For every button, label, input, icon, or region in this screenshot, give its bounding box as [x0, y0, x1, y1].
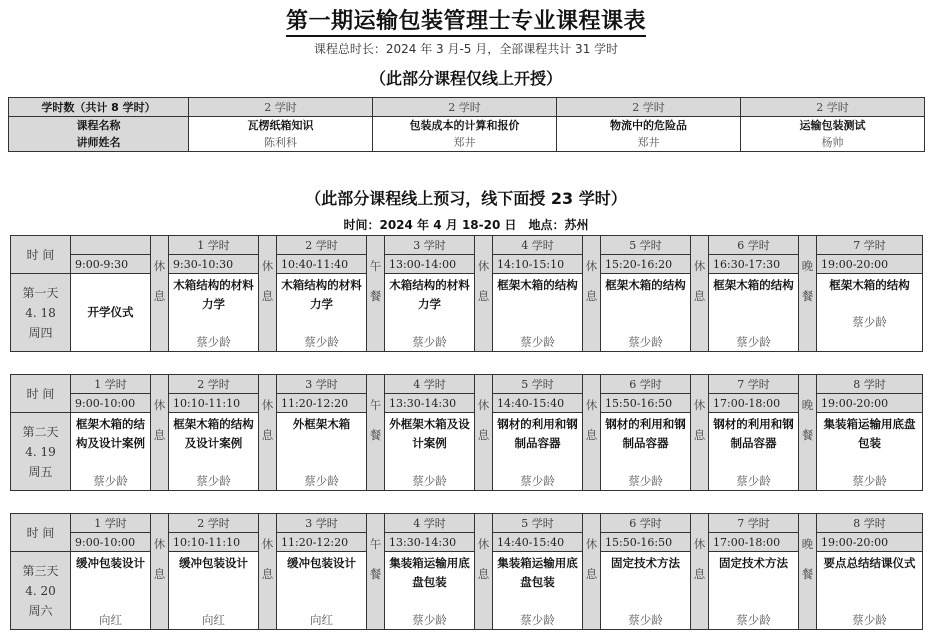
online-course-table [8, 97, 925, 152]
teacher-name: 蔡少龄 [520, 613, 555, 627]
course-name: 钢材的利用和钢制品容器 [497, 417, 578, 450]
hours-row [9, 98, 925, 117]
course-cell [71, 413, 151, 491]
break-label-top: 休 [151, 236, 169, 274]
slot-time: 16:30-17:30 [709, 255, 799, 274]
teacher-name: 蔡少龄 [412, 474, 447, 488]
slot-hours: 7 学时 [817, 236, 923, 255]
course-name: 集装箱运输用底盘包装 [823, 417, 916, 450]
course-cell [169, 552, 259, 630]
course-name: 木箱结构的材料力学 [389, 278, 470, 311]
course-hours: 2 学时 [557, 98, 741, 117]
course-name: 开学仪式 [87, 305, 134, 319]
break-label-top: 午 [367, 236, 385, 274]
break-label-top: 休 [583, 514, 601, 552]
course-cell [709, 413, 799, 491]
break-label-top: 休 [691, 514, 709, 552]
slot-time: 9:00-10:00 [71, 533, 151, 552]
course-cell [71, 274, 151, 352]
page-subtitle: 课程总时长：2024 年 3 月-5 月，全部课程共计 31 学时 [313, 42, 619, 56]
break-label-bottom: 息 [259, 552, 277, 630]
course-cell [385, 552, 475, 630]
day-label-line: 第三天 [22, 563, 59, 578]
break-label-top: 休 [583, 375, 601, 413]
slot-hours: 5 学时 [493, 514, 583, 533]
slot-time: 9:30-10:30 [169, 255, 259, 274]
course-cell [385, 413, 475, 491]
slot-time: 17:00-18:00 [709, 394, 799, 413]
slot-time: 10:40-11:40 [277, 255, 367, 274]
slot-time: 14:40-15:40 [493, 533, 583, 552]
break-label-bottom: 餐 [367, 552, 385, 630]
slot-time: 15:50-16:50 [601, 394, 691, 413]
day-schedule-table-1 [10, 235, 923, 352]
day-label [11, 552, 71, 630]
course-name: 框架木箱的结构 [713, 278, 794, 292]
slot-hours: 1 学时 [71, 375, 151, 394]
teacher-name: 蔡少龄 [628, 335, 663, 349]
course-name-label: 课程名称 [76, 119, 121, 132]
course-name: 运输包装测试 [799, 119, 866, 132]
break-label-top: 午 [367, 514, 385, 552]
slot-hours: 5 学时 [601, 236, 691, 255]
time-location: 时间：2024 年 4 月 18-20 日 地点：苏州 [343, 218, 589, 232]
day-label-line: 周六 [28, 603, 53, 618]
day-label-line: 周四 [28, 325, 53, 340]
break-label-top: 休 [475, 375, 493, 413]
slot-hours [71, 236, 151, 255]
teacher-name: 向红 [99, 613, 122, 627]
time-label: 时 间 [11, 375, 71, 413]
course-name: 集装箱运输用底盘包装 [497, 556, 578, 589]
time-row [11, 255, 923, 274]
slot-time: 19:00-20:00 [817, 394, 923, 413]
break-label-top: 休 [259, 236, 277, 274]
course-cell [709, 552, 799, 630]
slot-hours: 4 学时 [385, 375, 475, 394]
time-row [11, 394, 923, 413]
course-name: 要点总结结课仪式 [823, 556, 916, 570]
course-name: 物流中的危险品 [610, 119, 687, 132]
slot-time: 10:10-11:10 [169, 533, 259, 552]
course-teacher-labels [9, 117, 189, 152]
slot-hours: 6 学时 [601, 514, 691, 533]
hours-row [11, 514, 923, 533]
break-label-bottom: 息 [583, 413, 601, 491]
break-label-top: 晚 [799, 514, 817, 552]
teacher-name: 陈利科 [264, 136, 297, 149]
break-label-bottom: 餐 [799, 274, 817, 352]
break-label-bottom: 息 [151, 274, 169, 352]
course-cell [601, 413, 691, 491]
teacher-name: 杨帅 [821, 136, 844, 149]
teacher-name: 蔡少龄 [736, 474, 771, 488]
day-label [11, 413, 71, 491]
break-label-top: 休 [475, 236, 493, 274]
time-label: 时 间 [11, 236, 71, 274]
online-section-heading: （此部分课程仅线上开授） [369, 69, 562, 88]
slot-hours: 3 学时 [385, 236, 475, 255]
break-label-bottom: 息 [475, 552, 493, 630]
break-label-top: 休 [151, 514, 169, 552]
break-label-top: 休 [151, 375, 169, 413]
course-name: 框架木箱的结构 [829, 278, 910, 292]
course-name: 集装箱运输用底盘包装 [389, 556, 470, 589]
teacher-name: 蔡少龄 [304, 335, 339, 349]
course-hours: 2 学时 [373, 98, 557, 117]
course-cell [493, 552, 583, 630]
teacher-name: 蔡少龄 [196, 474, 231, 488]
hours-row-label: 学时数（共计 8 学时） [9, 98, 189, 117]
course-cell [601, 274, 691, 352]
slot-hours: 5 学时 [493, 375, 583, 394]
break-label-bottom: 息 [475, 274, 493, 352]
course-cell [493, 274, 583, 352]
break-label-bottom: 息 [691, 552, 709, 630]
course-row [9, 117, 925, 152]
course-name: 瓦楞纸箱知识 [247, 119, 314, 132]
course-cell [385, 274, 475, 352]
slot-time: 11:20-12:20 [277, 533, 367, 552]
slot-hours: 8 学时 [817, 514, 923, 533]
break-label-top: 晚 [799, 236, 817, 274]
break-label-bottom: 息 [691, 274, 709, 352]
slot-hours: 7 学时 [709, 375, 799, 394]
slot-time: 10:10-11:10 [169, 394, 259, 413]
course-name: 固定技术方法 [611, 556, 680, 570]
slot-time: 15:50-16:50 [601, 533, 691, 552]
course-name: 包装成本的计算和报价 [409, 119, 520, 132]
course-cell [493, 413, 583, 491]
online-course-cell [373, 117, 557, 152]
course-name: 框架木箱的结构 [605, 278, 686, 292]
break-label-bottom: 息 [583, 552, 601, 630]
day-label-line: 4. 18 [25, 305, 56, 320]
teacher-name: 向红 [310, 613, 333, 627]
hours-row [11, 375, 923, 394]
course-cell [817, 274, 923, 352]
slot-hours: 3 学时 [277, 375, 367, 394]
course-name: 木箱结构的材料力学 [173, 278, 254, 311]
teacher-name-label: 讲师姓名 [76, 136, 121, 149]
time-label: 时 间 [11, 514, 71, 552]
slot-hours: 4 学时 [493, 236, 583, 255]
teacher-name: 蔡少龄 [520, 335, 555, 349]
course-cell [277, 274, 367, 352]
course-name: 缓冲包装设计 [76, 556, 145, 570]
slot-hours: 6 学时 [709, 236, 799, 255]
course-cell [169, 274, 259, 352]
teacher-name: 蔡少龄 [520, 474, 555, 488]
course-hours: 2 学时 [741, 98, 925, 117]
course-cell [277, 552, 367, 630]
course-cell [169, 413, 259, 491]
day-label [11, 274, 71, 352]
course-name: 固定技术方法 [719, 556, 788, 570]
course-name: 钢材的利用和钢制品容器 [605, 417, 686, 450]
day-label-line: 周五 [28, 464, 53, 479]
time-row [11, 533, 923, 552]
break-label-bottom: 息 [259, 413, 277, 491]
day-label-line: 4. 20 [25, 583, 56, 598]
slot-time: 14:10-15:10 [493, 255, 583, 274]
teacher-name: 蔡少龄 [412, 335, 447, 349]
teacher-name: 郑井 [453, 136, 476, 149]
teacher-name: 蔡少龄 [852, 613, 887, 627]
teacher-name: 蔡少龄 [304, 474, 339, 488]
break-label-bottom: 餐 [367, 413, 385, 491]
break-label-bottom: 息 [583, 274, 601, 352]
slot-time: 11:20-12:20 [277, 394, 367, 413]
course-row [11, 552, 923, 630]
slot-hours: 2 学时 [169, 375, 259, 394]
online-course-cell [741, 117, 925, 152]
course-name: 钢材的利用和钢制品容器 [713, 417, 794, 450]
slot-hours: 8 学时 [817, 375, 923, 394]
course-cell [601, 552, 691, 630]
course-name: 外框架木箱及设计案例 [389, 417, 470, 450]
slot-hours: 3 学时 [277, 514, 367, 533]
course-name: 外框架木箱 [292, 417, 351, 431]
slot-time: 9:00-10:00 [71, 394, 151, 413]
course-hours: 2 学时 [189, 98, 373, 117]
slot-hours: 4 学时 [385, 514, 475, 533]
page-title: 第一期运输包装管理士专业课程课表 [0, 4, 932, 35]
slot-hours: 7 学时 [709, 514, 799, 533]
course-name: 木箱结构的材料力学 [281, 278, 362, 311]
slot-time: 15:20-16:20 [601, 255, 691, 274]
hours-row [11, 236, 923, 255]
course-name: 框架木箱的结构及设计案例 [173, 417, 254, 450]
course-cell [277, 413, 367, 491]
teacher-name: 蔡少龄 [628, 613, 663, 627]
course-cell [709, 274, 799, 352]
break-label-bottom: 息 [259, 274, 277, 352]
teacher-name: 向红 [202, 613, 225, 627]
day-schedule-table-2 [10, 374, 923, 491]
break-label-bottom: 息 [151, 413, 169, 491]
break-label-bottom: 餐 [799, 552, 817, 630]
teacher-name: 蔡少龄 [196, 335, 231, 349]
online-course-cell [557, 117, 741, 152]
break-label-bottom: 餐 [367, 274, 385, 352]
teacher-name: 蔡少龄 [628, 474, 663, 488]
teacher-name: 蔡少龄 [412, 613, 447, 627]
break-label-top: 休 [583, 236, 601, 274]
teacher-name: 蔡少龄 [852, 474, 887, 488]
slot-time: 13:30-14:30 [385, 533, 475, 552]
break-label-bottom: 餐 [799, 413, 817, 491]
teacher-name: 蔡少龄 [736, 335, 771, 349]
break-label-bottom: 息 [691, 413, 709, 491]
slot-time: 19:00-20:00 [817, 255, 923, 274]
course-cell [71, 552, 151, 630]
slot-time: 13:00-14:00 [385, 255, 475, 274]
slot-hours: 6 学时 [601, 375, 691, 394]
break-label-bottom: 息 [475, 413, 493, 491]
slot-hours: 2 学时 [169, 514, 259, 533]
course-name: 缓冲包装设计 [287, 556, 356, 570]
slot-hours: 1 学时 [169, 236, 259, 255]
break-label-top: 午 [367, 375, 385, 413]
break-label-top: 休 [691, 236, 709, 274]
teacher-name: 蔡少龄 [93, 474, 128, 488]
break-label-top: 晚 [799, 375, 817, 413]
break-label-top: 休 [475, 514, 493, 552]
offline-section-heading: （此部分课程线上预习，线下面授 23 学时） [305, 189, 627, 208]
course-name: 缓冲包装设计 [179, 556, 248, 570]
slot-hours: 1 学时 [71, 514, 151, 533]
teacher-name: 蔡少龄 [852, 315, 887, 329]
slot-time: 19:00-20:00 [817, 533, 923, 552]
slot-time: 14:40-15:40 [493, 394, 583, 413]
day-label-line: 第二天 [22, 424, 59, 439]
break-label-top: 休 [259, 514, 277, 552]
teacher-name: 郑井 [637, 136, 660, 149]
break-label-bottom: 息 [151, 552, 169, 630]
course-name: 框架木箱的结构 [497, 278, 578, 292]
online-course-cell [189, 117, 373, 152]
day-label-line: 4. 19 [25, 444, 56, 459]
course-name: 框架木箱的结构及设计案例 [76, 417, 145, 450]
break-label-top: 休 [259, 375, 277, 413]
slot-hours: 2 学时 [277, 236, 367, 255]
course-cell [817, 413, 923, 491]
slot-time: 13:30-14:30 [385, 394, 475, 413]
day-label-line: 第一天 [22, 285, 59, 300]
slot-time: 17:00-18:00 [709, 533, 799, 552]
slot-time: 9:00-9:30 [71, 255, 151, 274]
day-schedule-table-3 [10, 513, 923, 630]
course-row [11, 413, 923, 491]
course-row [11, 274, 923, 352]
break-label-top: 休 [691, 375, 709, 413]
course-cell [817, 552, 923, 630]
teacher-name: 蔡少龄 [736, 613, 771, 627]
